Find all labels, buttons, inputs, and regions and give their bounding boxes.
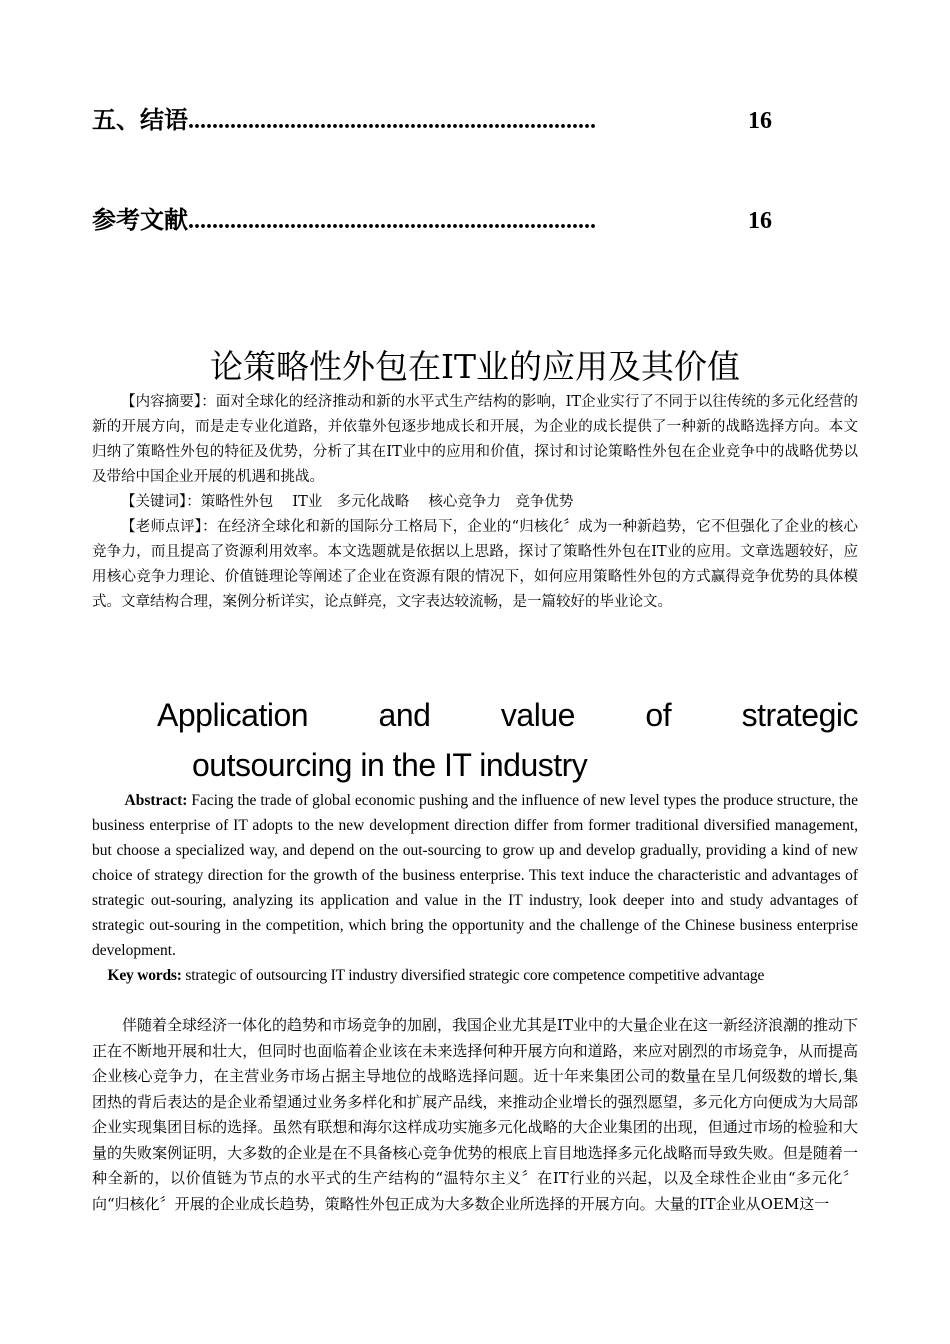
teacher-comment-text: ：在经济全球化和新的国际分工格局下，企业的“归核化〞成为一种新趋势，它不但强化了企业的核心竞争力，而且提高了资源利用效率。本文选题就是依据以上思路，探讨了策略性外包在IT业的应用。文章选题较好，应用核心竞争力理论、价值链理论等阐述了企业在资源有限的情况下，如何应用策略性外包的方式赢得竞争优势的具体模式。文章结构合理，案例分析详实，论点鲜亮，文字表达较流畅，是一篇较好的毕业论文。 [92,519,858,610]
title-word: of [645,697,672,733]
abstract-text: ：面对全球化的经济推动和新的水平式生产结构的影响，IT企业实行了不同于以往传统的多元化经营的新的开展方向，而是走专业化道路，并依靠外包逐步地成长和开展，为企业的成长提供了一种新的战略选择方向。本文归纳了策略性外包的特征及优势，分析了其在IT业中的应用和价值，探讨和讨论策略性外包在企业竞争中的战略优势以及带给中国企业开展的机遇和挑战。 [92,394,858,485]
chinese-summary-block [92,390,858,615]
toc-leader-dots: .................................................................... [188,208,596,234]
toc-leader-dots: .................................................................... [188,108,596,134]
paper-title-english [92,690,858,790]
keywords-chinese [92,490,858,515]
body-text [92,1013,858,1217]
teacher-comment [92,515,858,615]
toc-entry-references[interactable] [92,200,772,235]
keywords-english-label: Key words: [107,967,182,984]
keywords-label: 【关键词】 [121,494,187,510]
toc-page-number: 16 [748,108,772,134]
toc-entry-conclusion[interactable] [92,100,772,135]
toc-entry-label: 五、结语 [92,105,188,134]
title-word: Application [157,697,309,733]
keywords-english-text: strategic of outsourcing IT industry diversified strategic core competence competitive advantage [181,967,765,984]
teacher-comment-label: 【老师点评】 [121,519,203,535]
toc-entry-label: 参考文献 [92,205,188,234]
abstract-label: 【内容摘要】 [121,394,202,410]
abstract-chinese [92,390,858,490]
keywords-english [92,963,858,988]
body-paragraph: 伴随着全球经济一体化的趋势和市场竞争的加剧，我国企业尤其是IT业中的大量企业在这一新经济浪潮的推动下正在不断地开展和壮大，但同时也面临着企业该在未来选择何种开展方向和道路，来应对剧烈的市场竞争，从而提高企业核心竞争力，在主营业务市场占据主导地位的战略选择问题。近十年来集团公司的数量在呈几何级数的增长,集团热的背后表达的是企业希望通过业务多样化和扩展产品线，来推动企业增长的强烈愿望，多元化方向便成为大局部企业实现集团目标的选择。虽然有联想和海尔这样成功实施多元化战略的大企业集团的出现，但通过市场的检验和大量的失败案例证明，大多数的企业是在不具备核心竞争优势的根底上盲目地选择多元化战略而导致失败。但是随着一种全新的，以价值链为节点的水平式的生产结构的“温特尔主义〞在IT行业的兴起，以及全球性企业由“多元化〞向“归核化〞开展的企业成长趋势，策略性外包正成为大多数企业所选择的开展方向。大量的IT企业从OEM这一 [92,1016,858,1213]
title-word: and [378,697,431,733]
title-english-line-1 [92,690,858,740]
abstract-english [92,788,858,963]
title-english-line-2: outsourcing in the IT industry [192,747,588,783]
english-summary-block [92,788,858,988]
title-word: strategic [741,697,858,733]
paper-title-chinese: 论策略性外包在IT业的应用及其价值 [209,347,741,386]
abstract-english-label: Abstract: [124,792,188,809]
abstract-english-text: Facing the trade of global economic pushing and the influence of new level types the produce structure, the business enterprise of IT adopts to the new development direction differ from former traditional diversified management, but choose a specialized way, and depend on the out-sourcing to grow up and develop gradually, providing a kind of new choice of strategy direction for the growth of the business enterprise. This text induce the characteristic and advantages of strategic out-souring, analyzing its application and value in the IT industry, look deeper into and study advantages of strategic out-souring in the competition, which bring the opportunity and the challenge of the Chinese business enterprise development. [92,792,858,959]
title-word: value [500,697,575,733]
toc-page-number: 16 [748,208,772,234]
keywords-text: ：策略性外包 IT业 多元化战略 核心竞争力 竞争优势 [186,494,574,510]
